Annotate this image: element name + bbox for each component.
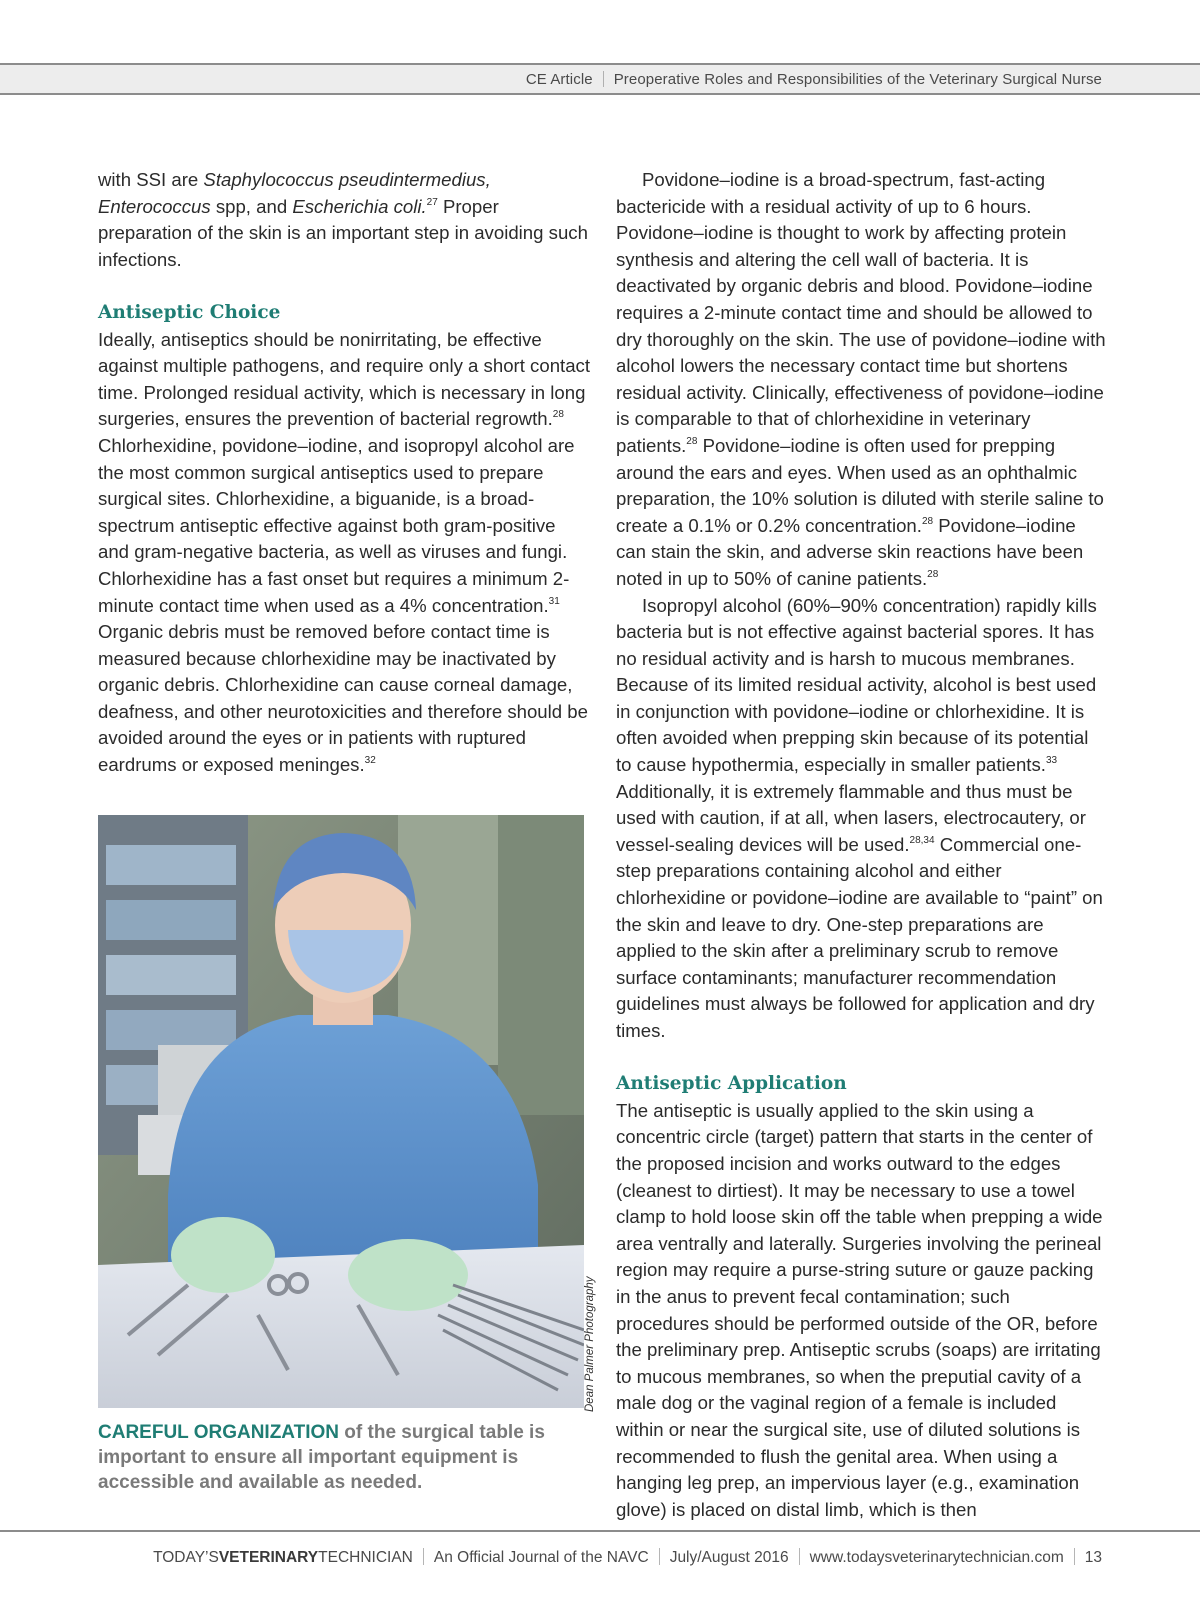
italic-run: Enterococcus: [98, 195, 211, 217]
left-paragraph-2: [98, 327, 590, 779]
header-section: CE Article: [525, 71, 593, 88]
left-column: [98, 167, 590, 779]
footer-rule: [0, 1530, 1200, 1532]
photo-caption: [98, 1420, 568, 1495]
header-text: [526, 71, 1102, 88]
footer-brand: [153, 1549, 413, 1566]
text-run: spp, and: [210, 195, 293, 217]
footer-url[interactable]: www.todaysveterinarytechnician.com: [809, 1549, 1064, 1566]
footer: [153, 1548, 1102, 1567]
photo-credit: Dean Palmer Photography: [584, 1276, 596, 1412]
right-paragraph-2: [616, 593, 1106, 1045]
text-run: Chlorhexidine, povidone–iodine, and isopropyl alcohol are the most common surgical antiseptics used to prepare surgical sites. Chlorhexidine, a biguanide, is a broad-spectrum antiseptic effective against both gram-positive and gram-negative bacteria, as well as viruses and fungi. Chlorhexidine has a fast onset but requires a minimum 2-minute contact time when used as a 4% concentration.: [98, 434, 575, 616]
right-paragraph-1: [616, 167, 1106, 593]
page-number: 13: [1084, 1549, 1102, 1566]
header-title: Preoperative Roles and Responsibilities of the Veterinary Surgical Nurse: [613, 71, 1102, 88]
citation-ref: 32: [364, 755, 376, 767]
footer-journal: An Official Journal of the NAVC: [433, 1549, 649, 1566]
brand-part: VETERINARY: [218, 1549, 319, 1566]
left-paragraph-1: [98, 167, 590, 273]
text-run: Povidone–iodine can stain the skin, and adverse skin reactions have been noted in up to 50% of canine patients.: [616, 514, 1084, 589]
text-run: with SSI are: [98, 169, 204, 190]
surgical-nurse-photo: [98, 815, 584, 1408]
right-column: [616, 167, 1106, 1523]
right-paragraph-3: The antiseptic is usually applied to the skin using a concentric circle (target) pattern that starts in the center of the proposed incision and works outward to the edges (cleanest to dirtiest). It may be necessary to use a towel clamp to hold loose skin off the table when prepping a wide area ventrally and laterally. Surgeries involving the perineal region may require a purse-string suture or gauze packing in the anus to prevent fecal contamination; such procedures should be performed outside of the OR, before the preliminary prep. Antiseptic scrubs (soaps) are irritating to mucous membranes, so when the preputial cavity of a male dog or the vaginal region of a female is included within or near the surgical site, use of diluted solutions is recommended to flush the genital area. When using a hanging leg prep, an impervious layer (e.g., examination glove) is placed on distal limb, which is then: [616, 1099, 1103, 1520]
section-heading-antiseptic-application: Antiseptic Application: [616, 1073, 847, 1095]
footer-divider: [799, 1548, 800, 1565]
footer-divider: [659, 1548, 660, 1565]
italic-run: Staphylococcus pseudintermedius,: [203, 169, 491, 190]
header-divider: [603, 71, 604, 87]
citation-ref: 28: [686, 435, 698, 447]
caption-text: of the surgical table is important to ensure all important equipment is accessible and available as needed.: [98, 1422, 545, 1493]
brand-part: TECHNICIAN: [318, 1549, 413, 1566]
text-run: Additionally, it is extremely flammable and thus must be used with caution, if at all, when lasers, electrocautery, or vessel-sealing devices will be used.: [616, 780, 1086, 855]
citation-ref: 28: [927, 568, 939, 580]
brand-part: TODAY’S: [153, 1549, 219, 1566]
citation-ref: 28: [921, 515, 934, 527]
citation-ref: 27: [426, 196, 438, 208]
citation-ref: 33: [1045, 755, 1058, 767]
text-run: Povidone–iodine is a broad-spectrum, fast-acting bactericide with a residual activity of up to 6 hours. Povidone–iodine is thought to work by affecting protein synthesis and altering the cell wall of bacteria. It is deactivated by organic debris and blood. Povidone–iodine requires a 2-minute contact time and should be allowed to dry thoroughly on the skin. The use of povidone–iodine with alcohol lowers the necessary contact time but shortens residual activity. Clinically, effectiveness of povidone–iodine is comparable to that of chlorhexidine in veterinary patients.: [616, 169, 1106, 456]
text-run: Organic debris must be removed before contact time is measured because chlorhexidine may be inactivated by organic debris. Chlorhexidine can cause corneal damage, deafness, and other neurotoxicities and therefore should be avoided around the eyes or in patients with ruptured eardrums or exposed meninges.: [98, 621, 588, 776]
footer-divider: [423, 1548, 424, 1565]
text-run: Proper preparation of the skin is an important step in avoiding such infections.: [98, 195, 588, 270]
text-run: Isopropyl alcohol (60%–90% concentration) rapidly kills bacteria but is not effective against bacterial spores. It has no residual activity and is harsh to mucous membranes. Because of its limited residual activity, alcohol is best used in conjunction with povidone–iodine or chlorhexidine. It is often avoided when prepping skin because of its potential to cause hypothermia, especially in smaller patients.: [616, 594, 1097, 776]
text-run: Povidone–iodine is often used for prepping around the ears and eyes. When used as an ophthalmic preparation, the 10% solution is diluted with sterile saline to create a 0.1% or 0.2% concentration.: [616, 434, 1104, 536]
text-run: Ideally, antiseptics should be nonirritating, be effective against multiple pathogens, and require only a short contact time. Prolonged residual activity, which is necessary in long surgeries, ensures the prevention of bacterial regrowth.: [98, 328, 591, 430]
citation-ref: 28,34: [909, 834, 935, 846]
caption-lead: CAREFUL ORGANIZATION: [98, 1422, 340, 1443]
citation-ref: 31: [548, 595, 560, 607]
running-header: [0, 63, 1200, 95]
footer-issue: July/August 2016: [669, 1549, 789, 1566]
footer-divider: [1074, 1548, 1075, 1565]
text-run: Commercial one-step preparations containing alcohol and either chlorhexidine or povidone–iodine are available to “paint” on the skin and leave to dry. One-step preparations are applied to the skin after a preliminary scrub to remove surface contaminants; manufacturer recommendation guidelines must always be followed for application and dry times.: [616, 833, 1103, 1041]
section-heading-antiseptic-choice: Antiseptic Choice: [98, 301, 281, 323]
citation-ref: 28: [552, 409, 564, 421]
italic-run: Escherichia coli.: [292, 195, 427, 217]
